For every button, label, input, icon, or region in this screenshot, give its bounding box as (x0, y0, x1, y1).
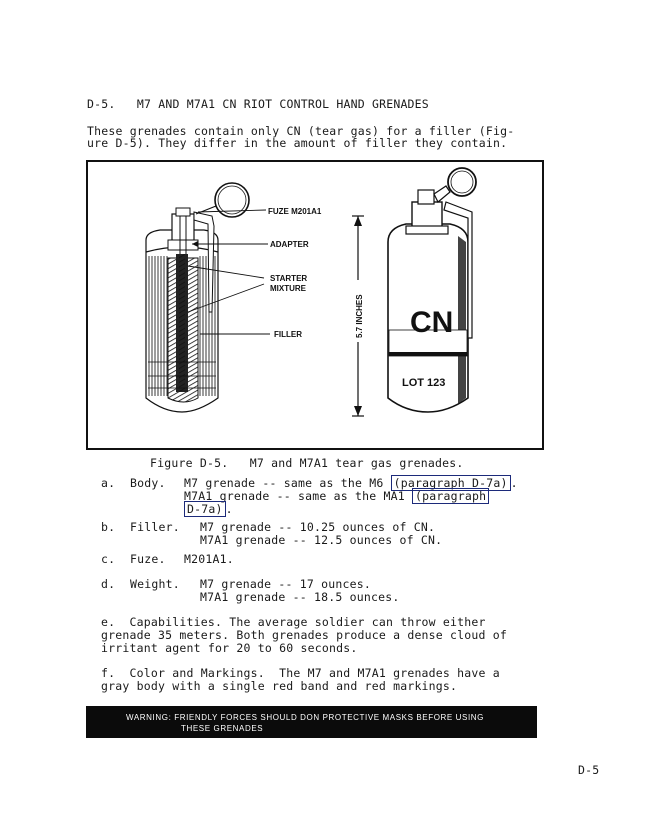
intro-line-2: ure D-5). They differ in the amount of filler they contain. (87, 136, 508, 150)
item-c-title: Fuze. (130, 552, 166, 566)
label-lot: LOT 123 (402, 377, 446, 389)
item-d-letter: d. (101, 577, 116, 591)
figure-d5 (86, 160, 544, 450)
page-number: D-5 (578, 763, 600, 777)
item-d-line-2: M7A1 grenade -- 18.5 ounces. (200, 590, 400, 604)
item-a-letter: a. (101, 476, 116, 490)
label-mixture: MIXTURE (270, 284, 306, 293)
paragraph-d7a-link[interactable]: (paragraph D-7a) (391, 475, 511, 491)
item-a-line-2-text: M7A1 grenade -- same as the MA1 (184, 489, 412, 503)
label-cn: CN (410, 306, 454, 339)
item-e-line-1: e. Capabilities. The average soldier can throw either (101, 615, 486, 629)
item-d-title: Weight. (130, 577, 180, 591)
item-c-letter: c. (101, 552, 116, 566)
cutaway-grenade (146, 183, 270, 412)
item-e-line-3: irritant agent for 20 to 60 seconds. (101, 641, 358, 655)
item-a-line-3-end: . (225, 502, 233, 516)
grenade-illustration (88, 162, 542, 448)
warning-line-1: WARNING: FRIENDLY FORCES SHOULD DON PROTECTIVE MASKS BEFORE USING (126, 713, 485, 722)
figure-caption: Figure D-5. M7 and M7A1 tear gas grenades. (150, 456, 464, 470)
item-a-line-1-end: . (510, 476, 518, 490)
item-f-line-2: gray body with a single red band and red markings. (101, 679, 458, 693)
item-b-line-1: M7 grenade -- 10.25 ounces of CN. (200, 520, 436, 534)
label-starter: STARTER (270, 274, 308, 283)
item-a-line-2 (184, 489, 489, 503)
item-a-title: Body. (130, 476, 166, 490)
item-b-title: Filler. (130, 520, 180, 534)
label-adapter: ADAPTER (270, 240, 309, 249)
label-filler: FILLER (274, 330, 302, 339)
paragraph-link-part-2[interactable]: D-7a) (184, 501, 226, 517)
warning-banner (86, 706, 537, 738)
label-dimension: 5.7 INCHES (355, 294, 364, 338)
warning-line-2: THESE GRENADES (181, 724, 264, 733)
label-fuze: FUZE M201A1 (268, 207, 322, 216)
item-a-line-1-text: M7 grenade -- same as the M6 (184, 476, 391, 490)
exterior-grenade (388, 168, 476, 412)
item-e-line-2: grenade 35 meters. Both grenades produce a dense cloud of (101, 628, 508, 642)
item-b-letter: b. (101, 520, 116, 534)
section-heading: D-5. M7 AND M7A1 CN RIOT CONTROL HAND GRENADES (87, 97, 429, 111)
item-b-line-2: M7A1 grenade -- 12.5 ounces of CN. (200, 533, 443, 547)
item-f-line-1: f. Color and Markings. The M7 and M7A1 grenades have a (101, 666, 500, 680)
item-d-line-1: M7 grenade -- 17 ounces. (200, 577, 371, 591)
item-c-value: M201A1. (184, 552, 234, 566)
intro-line-1: These grenades contain only CN (tear gas) for a filler (Fig- (87, 124, 515, 138)
paragraph-link-part-1[interactable]: (paragraph (412, 488, 489, 504)
item-a-line-3 (184, 502, 233, 516)
